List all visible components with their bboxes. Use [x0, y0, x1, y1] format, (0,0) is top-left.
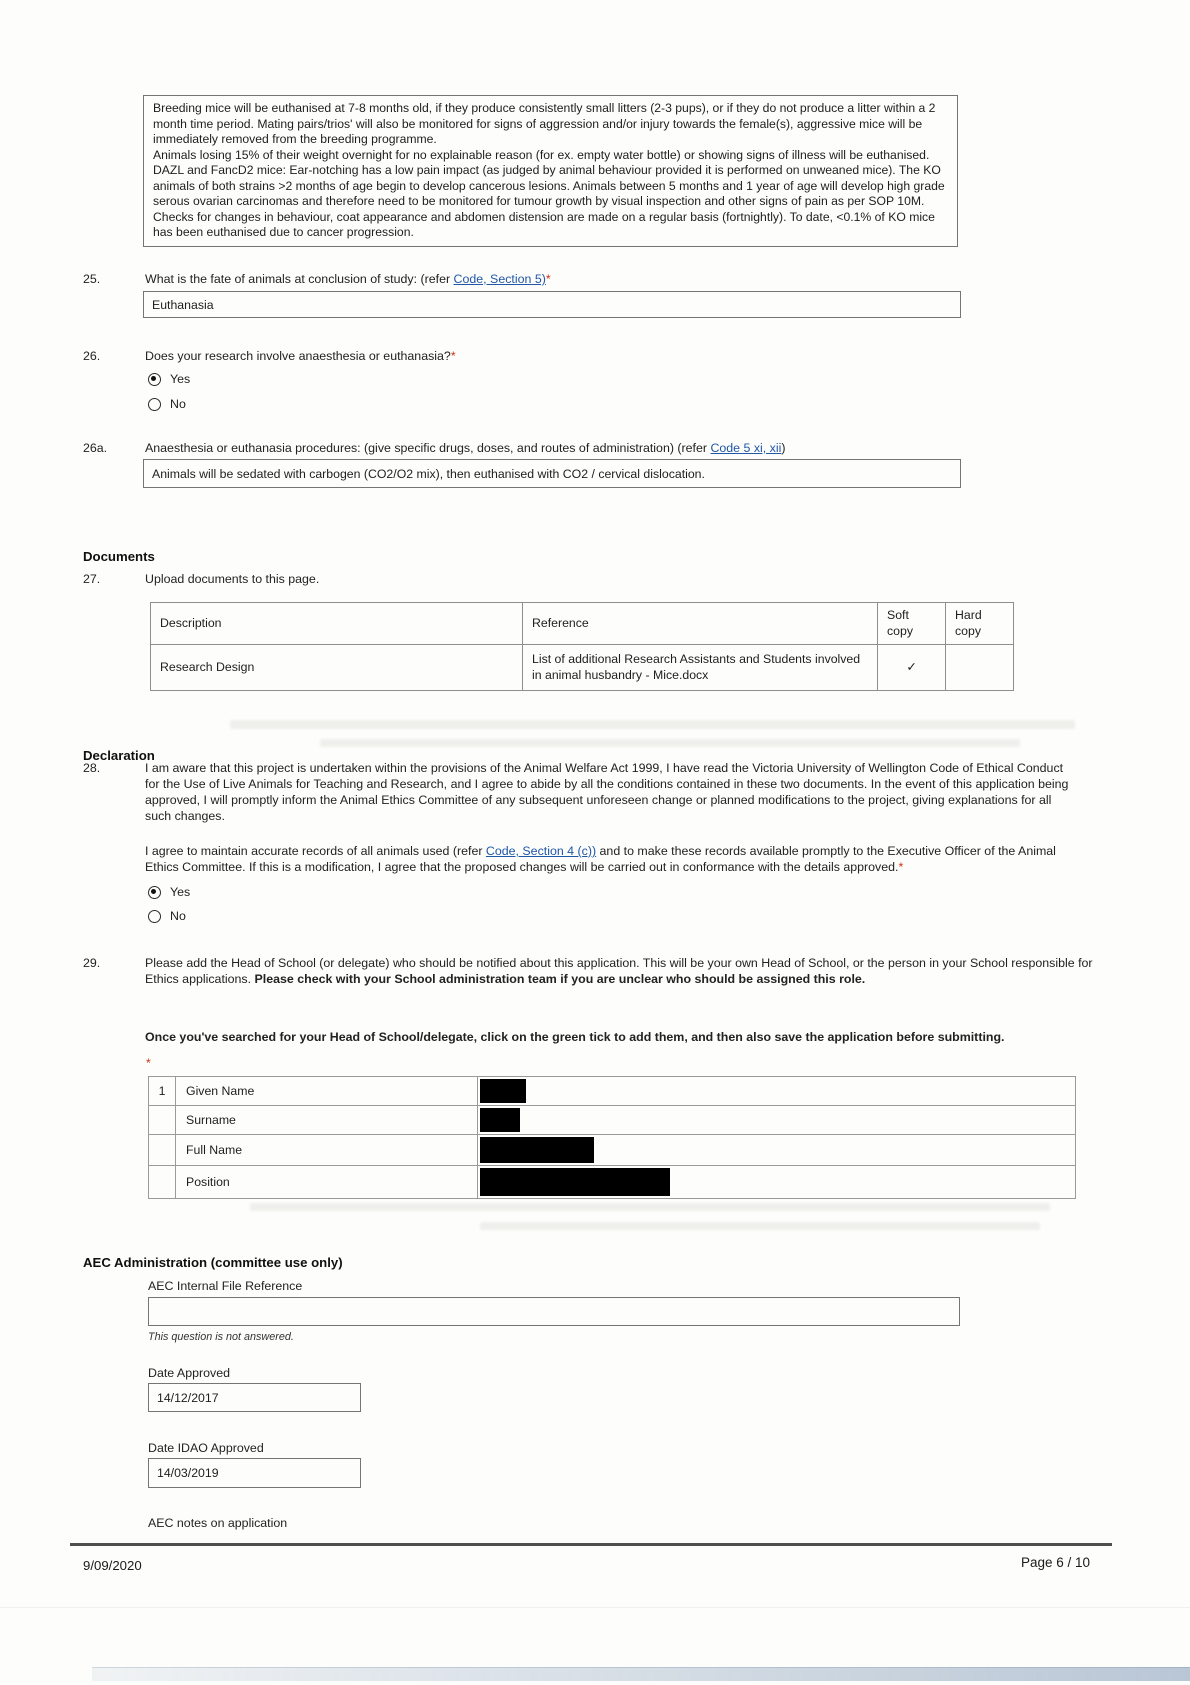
monitoring-paragraph-1: Breeding mice will be euthanised at 7-8 months old, if they produce consistently small litters (2-3 pups), or if they do not produce a litter within a 2 month time period. Mating pairs/trios' will also be monitored for signs of aggression and/or injury towards the female(s), aggressive mice will be immediately removed from the breeding programme. — [153, 101, 936, 146]
q26-option-no[interactable] — [148, 397, 186, 411]
hos-full-name-value — [478, 1135, 1076, 1166]
redacted-value — [480, 1137, 594, 1163]
hos-position-value — [478, 1166, 1076, 1199]
q26a-question-text: Anaesthesia or euthanasia procedures: (give specific drugs, doses, and routes of administration) (refer — [145, 441, 711, 455]
documents-table — [150, 602, 1014, 691]
scan-bleed-artifact — [250, 1203, 1050, 1211]
q26-question-text: Does your research involve anaesthesia or euthanasia? — [145, 349, 451, 363]
monitoring-paragraph-2: Animals losing 15% of their weight overnight for no explainable reason (for ex. empty water bottle) or showing signs of illness will be euthanised. DAZL and FancD2 mice: Ear-notching has a low pain impact (as judged by animal behaviour provided it is performed on unweaned mice). The KO animals of both strains >2 months of age begin to develop cancerous lesions. Animals between 5 months and 1 year of age will develop high grade serous ovarian carcinomas and therefore need to be monitored for tumour growth by visual inspection and other signs of pain as per SOP 10M. Checks for changes in behaviour, coat appearance and abdomen distension are made on a regular basis (fortnightly). To date, <0.1% of KO mice has been euthanised due to cancer progression. — [153, 147, 945, 239]
documents-table-header-row — [151, 603, 1014, 645]
table-row — [149, 1166, 1076, 1199]
radio-unselected-icon[interactable] — [148, 910, 161, 923]
hos-given-name-value — [478, 1077, 1076, 1106]
hos-row-index — [149, 1135, 176, 1166]
monitoring-answer-box[interactable] — [143, 95, 958, 247]
q28-option-yes[interactable] — [148, 885, 190, 899]
q28-required-asterisk: * — [898, 860, 904, 874]
q27-number: 27. — [83, 572, 101, 586]
q25-answer-value: Euthanasia — [152, 297, 214, 312]
aec-date-approved-field[interactable] — [148, 1383, 361, 1412]
q26-option-yes[interactable] — [148, 372, 190, 386]
doc-col-reference: Reference — [523, 603, 878, 645]
q28-no-label: No — [170, 909, 186, 923]
doc-soft-copy-checkmark: ✓ — [878, 645, 946, 691]
q25-answer-field[interactable] — [143, 291, 961, 318]
radio-selected-icon[interactable] — [148, 373, 161, 386]
q29-question — [145, 955, 1095, 987]
redacted-value — [480, 1079, 526, 1103]
radio-selected-icon[interactable] — [148, 886, 161, 899]
hos-given-name-label: Given Name — [176, 1077, 478, 1106]
aec-date-idao-value: 14/03/2019 — [157, 1466, 219, 1480]
q29-number: 29. — [83, 956, 101, 970]
aec-file-ref-label: AEC Internal File Reference — [148, 1279, 303, 1293]
q29-question-bold-text: Please check with your School administration team if you are unclear who should be assigned this role. — [254, 972, 866, 986]
hos-full-name-label: Full Name — [176, 1135, 478, 1166]
q26a-number: 26a. — [83, 441, 108, 455]
hos-position-label: Position — [176, 1166, 478, 1199]
doc-reference-cell: List of additional Research Assistants and Students involved in animal husbandry - Mice.docx — [523, 645, 878, 691]
q28-number: 28. — [83, 761, 101, 775]
scan-bleed-artifact — [230, 720, 1075, 729]
table-row — [149, 1135, 1076, 1166]
doc-col-description: Description — [151, 603, 523, 645]
hos-surname-value — [478, 1106, 1076, 1135]
aec-date-idao-label: Date IDAO Approved — [148, 1441, 264, 1455]
aec-date-approved-value: 14/12/2017 — [157, 1390, 219, 1405]
documents-heading: Documents — [83, 549, 155, 564]
q28-declaration-paragraph-2 — [145, 843, 1080, 875]
q26a-code-link[interactable]: Code 5 xi, xii — [710, 441, 782, 455]
q26a-question-suffix: ) — [781, 441, 786, 455]
scan-line-artifact — [0, 1607, 1190, 1608]
footer-date: 9/09/2020 — [83, 1558, 142, 1573]
scan-bleed-artifact — [480, 1222, 1040, 1230]
q28-declaration-paragraph-1: I am aware that this project is undertaken within the provisions of the Animal Welfare Act 1999, I have read the Victoria University of Wellington Code of Ethical Conduct for the Use of Live Animals for Teaching and Research, and I agree to abide by all the conditions contained in these two documents. In the event of this application being approved, I will promptly inform the Animal Ethics Committee of any subsequent unforeseen change or planned modifications to the project, giving explanations for all such changes. — [145, 761, 1069, 823]
aec-not-answered-note: This question is not answered. — [148, 1331, 294, 1343]
redacted-value — [480, 1108, 520, 1132]
redacted-value — [480, 1168, 670, 1196]
q26a-answer-field[interactable] — [143, 459, 961, 488]
q25-code-section5-link[interactable]: Code, Section 5) — [453, 272, 546, 286]
table-row — [149, 1077, 1076, 1106]
declaration-heading: Declaration — [83, 748, 155, 763]
aec-admin-heading: AEC Administration (committee use only) — [83, 1255, 343, 1270]
scan-bleed-artifact — [320, 739, 1020, 747]
q28-code-section4c-link[interactable]: Code, Section 4 (c)) — [485, 844, 597, 858]
q26-required-asterisk: * — [450, 349, 456, 363]
aec-date-idao-field[interactable] — [148, 1458, 361, 1488]
doc-col-soft-copy: Soft copy — [878, 603, 946, 645]
radio-unselected-icon[interactable] — [148, 398, 161, 411]
q26-no-label: No — [170, 397, 186, 411]
hos-surname-label: Surname — [176, 1106, 478, 1135]
hos-row-index — [149, 1106, 176, 1135]
q25-question — [145, 272, 551, 286]
q26-yes-label: Yes — [170, 372, 191, 386]
table-row — [149, 1106, 1076, 1135]
hos-row-index — [149, 1166, 176, 1199]
aec-notes-label: AEC notes on application — [148, 1516, 288, 1530]
q28-paragraph2-suffix: and to make these records available promptly to the Executive Officer of the Animal Ethics Committee. If this is a modification, I agree that the proposed changes will be carried out in conformance with the details approved. — [145, 844, 1056, 874]
q29-question-text: Please add the Head of School (or delegate) who should be notified about this application. This will be your own Head of School, or the person in your School responsible for Ethics applications. — [145, 956, 1093, 986]
table-row — [151, 645, 1014, 691]
q26a-question — [145, 441, 786, 455]
q26-question — [145, 349, 456, 363]
q25-required-asterisk: * — [545, 272, 551, 286]
q29-required-asterisk: * — [146, 1056, 151, 1070]
q28-paragraph2-text: I agree to maintain accurate records of all animals used (refer — [145, 844, 486, 858]
footer-page-number: Page 6 / 10 — [1020, 1555, 1090, 1570]
doc-description-cell: Research Design — [151, 645, 523, 691]
page-edge-shadow — [92, 1667, 1190, 1681]
doc-hard-copy-cell — [946, 645, 1014, 691]
q26-number: 26. — [83, 349, 101, 363]
doc-col-hard-copy: Hard copy — [946, 603, 1014, 645]
q26a-answer-value: Animals will be sedated with carbogen (CO2/O2 mix), then euthanised with CO2 / cervical dislocation. — [152, 466, 705, 481]
aec-file-ref-field[interactable] — [148, 1297, 960, 1326]
q25-question-text: What is the fate of animals at conclusion of study: (refer — [145, 272, 454, 286]
q28-option-no[interactable] — [148, 909, 186, 923]
aec-date-approved-label: Date Approved — [148, 1366, 230, 1380]
footer-divider — [70, 1543, 1112, 1546]
q27-question: Upload documents to this page. — [145, 572, 320, 586]
head-of-school-table — [148, 1076, 1076, 1199]
q25-number: 25. — [83, 272, 101, 286]
q29-instruction: Once you've searched for your Head of School/delegate, click on the green tick to add them, and then also save the application before submitting. — [145, 1030, 1005, 1044]
q28-yes-label: Yes — [170, 885, 191, 899]
hos-row-index: 1 — [149, 1077, 176, 1106]
